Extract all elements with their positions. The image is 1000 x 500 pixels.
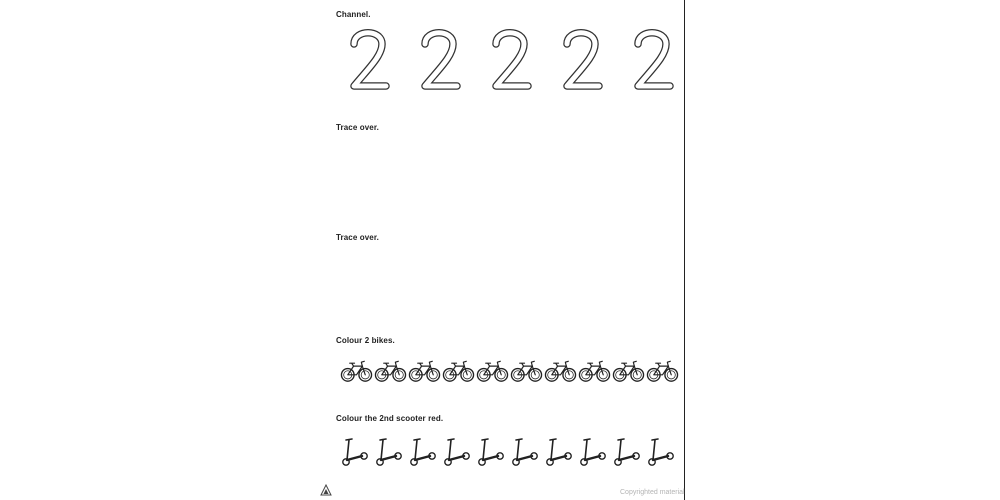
bicycle-icon[interactable] xyxy=(408,355,441,385)
scooter-icon[interactable] xyxy=(442,435,472,467)
channel-digit xyxy=(338,24,398,94)
scooter-icon[interactable] xyxy=(578,435,608,467)
trace-area-2[interactable] xyxy=(336,250,676,330)
scooter-icon[interactable] xyxy=(544,435,574,467)
publisher-logo-icon xyxy=(320,484,332,496)
channel-digit xyxy=(622,24,682,94)
scooter-icon[interactable] xyxy=(646,435,676,467)
instruction-channel: Channel. xyxy=(336,10,371,19)
instruction-colour-bikes: Colour 2 bikes. xyxy=(336,336,395,345)
channel-digit xyxy=(480,24,540,94)
channel-digit-row xyxy=(316,24,685,99)
scooter-icon[interactable] xyxy=(408,435,438,467)
scooter-icon[interactable] xyxy=(612,435,642,467)
bicycle-icon[interactable] xyxy=(340,355,373,385)
bicycle-icon[interactable] xyxy=(612,355,645,385)
bicycle-icon[interactable] xyxy=(578,355,611,385)
bicycle-icon[interactable] xyxy=(510,355,543,385)
bicycle-icon[interactable] xyxy=(476,355,509,385)
scooter-icon[interactable] xyxy=(510,435,540,467)
scooter-icon[interactable] xyxy=(374,435,404,467)
trace-area-1[interactable] xyxy=(336,140,676,225)
instruction-trace-1: Trace over. xyxy=(336,123,379,132)
bicycle-icon[interactable] xyxy=(374,355,407,385)
instruction-colour-scooter: Colour the 2nd scooter red. xyxy=(336,414,444,423)
bicycle-icon[interactable] xyxy=(646,355,679,385)
scooter-icon[interactable] xyxy=(476,435,506,467)
bicycle-icon[interactable] xyxy=(442,355,475,385)
bike-row xyxy=(316,355,685,395)
scooter-row xyxy=(316,435,685,475)
channel-digit xyxy=(409,24,469,94)
copyright-watermark: Copyrighted material xyxy=(620,489,685,496)
bicycle-icon[interactable] xyxy=(544,355,577,385)
instruction-trace-2: Trace over. xyxy=(336,233,379,242)
scooter-icon[interactable] xyxy=(340,435,370,467)
worksheet-page xyxy=(316,0,685,500)
channel-digit xyxy=(551,24,611,94)
